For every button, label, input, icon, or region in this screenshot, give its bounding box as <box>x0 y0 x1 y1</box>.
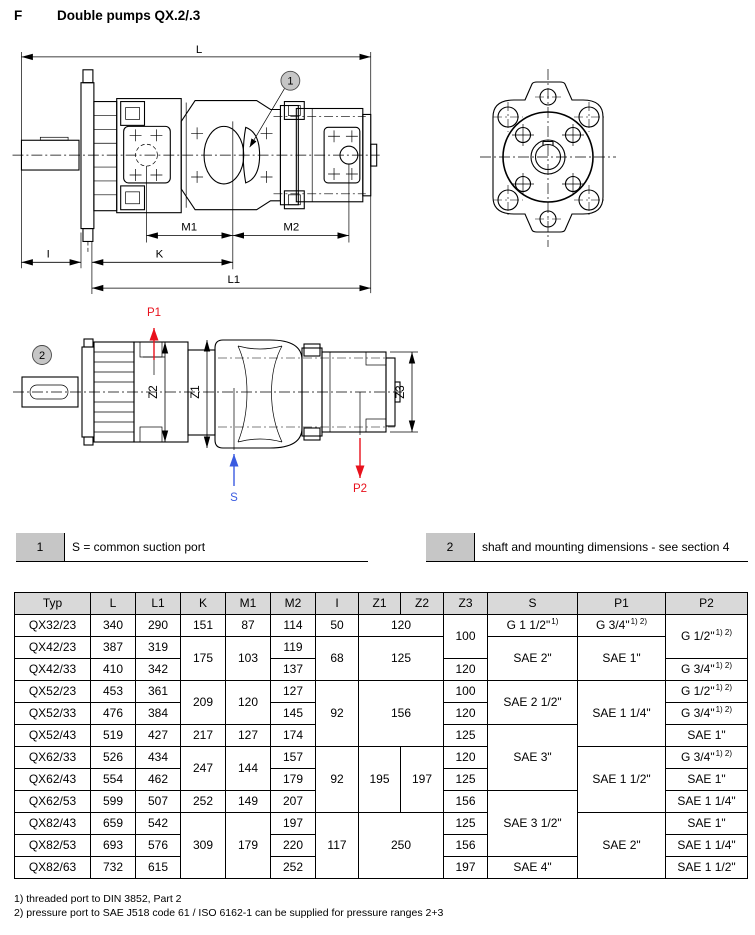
table-cell: 384 <box>136 703 181 725</box>
table-cell: 120 <box>226 681 271 725</box>
table-cell: 117 <box>316 813 359 879</box>
table-cell: QX82/63 <box>15 857 91 879</box>
table-cell: 125 <box>444 813 488 835</box>
table-header-cell: P1 <box>578 593 666 615</box>
table-cell: QX82/43 <box>15 813 91 835</box>
table-cell: 519 <box>91 725 136 747</box>
table-header-cell: L <box>91 593 136 615</box>
table-cell: 156 <box>444 835 488 857</box>
table-cell: 127 <box>271 681 316 703</box>
table-header-cell: Z1 <box>359 593 401 615</box>
table-cell: 100 <box>444 681 488 703</box>
table-cell: QX62/33 <box>15 747 91 769</box>
table-cell: 217 <box>181 725 226 747</box>
dim-label-k: K <box>155 248 164 261</box>
table-cell: 462 <box>136 769 181 791</box>
table-row <box>15 681 748 703</box>
table-header-cell: P2 <box>666 593 748 615</box>
table-cell: 290 <box>136 615 181 637</box>
table-cell: G 1 1/2"$^{1)}$ <box>488 615 578 637</box>
table-cell: 119 <box>271 637 316 659</box>
table-cell: 247 <box>181 747 226 791</box>
table-cell: 576 <box>136 835 181 857</box>
table-cell: 175 <box>181 637 226 681</box>
table-row <box>15 615 748 637</box>
table-cell: 599 <box>91 791 136 813</box>
table-cell: 156 <box>359 681 444 747</box>
table-cell: 197 <box>444 857 488 879</box>
table-cell: 309 <box>181 813 226 879</box>
dim-label-l: L <box>195 43 203 56</box>
legend-item-1 <box>16 533 368 562</box>
table-cell: 120 <box>444 703 488 725</box>
table-cell: 434 <box>136 747 181 769</box>
footnote-reference: 1) 2) <box>630 617 648 627</box>
table-cell: 120 <box>444 659 488 681</box>
table-cell: SAE 2" <box>488 637 578 681</box>
table-cell: 120 <box>444 747 488 769</box>
table-cell: G 3/4"$^{1) 2)}$ <box>666 747 748 769</box>
section-letter: F <box>14 8 23 23</box>
table-cell: 156 <box>444 791 488 813</box>
table-cell: 145 <box>271 703 316 725</box>
table-header-cell: Z2 <box>401 593 444 615</box>
footnote-1: 1) threaded port to DIN 3852, Part 2 <box>14 893 182 905</box>
table-cell: G 3/4"$^{1) 2)}$ <box>666 703 748 725</box>
table-cell: QX52/43 <box>15 725 91 747</box>
table-cell: 103 <box>226 637 271 681</box>
table-cell: 87 <box>226 615 271 637</box>
top-view-drawing <box>10 300 430 515</box>
legend-2-text: shaft and mounting dimensions - see section 4 <box>482 540 730 554</box>
table-cell: SAE 2 1/2" <box>488 681 578 725</box>
footnote-reference: 1) 2) <box>715 705 733 715</box>
table-header-row <box>15 593 748 615</box>
table-cell: 319 <box>136 637 181 659</box>
table-cell: 50 <box>316 615 359 637</box>
table-cell: 453 <box>91 681 136 703</box>
dim-label-z3: Z3 <box>395 385 407 399</box>
table-cell: QX62/53 <box>15 791 91 813</box>
table-cell: 361 <box>136 681 181 703</box>
table-cell: 410 <box>91 659 136 681</box>
table-cell: 250 <box>359 813 444 879</box>
table-cell: 342 <box>136 659 181 681</box>
dim-label-m2: M2 <box>283 221 300 234</box>
table-cell: 100 <box>444 615 488 659</box>
table-cell: QX42/23 <box>15 637 91 659</box>
table-row <box>15 747 748 769</box>
table-cell: 149 <box>226 791 271 813</box>
legend-1-number-box: 1 <box>16 533 65 561</box>
dimensions-table <box>14 592 748 879</box>
table-cell: SAE 1 1/2" <box>578 747 666 813</box>
table-cell: 120 <box>359 615 444 637</box>
table-cell: SAE 3 1/2" <box>488 791 578 857</box>
table-cell: 209 <box>181 681 226 725</box>
footnote-reference: 1) 2) <box>715 661 733 671</box>
table-cell: 179 <box>271 769 316 791</box>
table-cell: 174 <box>271 725 316 747</box>
table-cell: 554 <box>91 769 136 791</box>
footnote-reference: 1) 2) <box>715 628 733 638</box>
table-cell: QX82/53 <box>15 835 91 857</box>
table-cell: 195 <box>359 747 401 813</box>
page-title <box>14 8 200 23</box>
port-arrows <box>147 307 367 504</box>
table-cell: 127 <box>226 725 271 747</box>
table-cell: 114 <box>271 615 316 637</box>
table-cell: 526 <box>91 747 136 769</box>
table-header-cell: M1 <box>226 593 271 615</box>
table-cell: 252 <box>181 791 226 813</box>
table-cell: G 3/4"$^{1) 2)}$ <box>578 615 666 637</box>
dim-label-l1: L1 <box>227 274 241 287</box>
dim-label-m1: M1 <box>181 221 198 234</box>
table-cell: 125 <box>359 637 444 681</box>
table-header-cell: K <box>181 593 226 615</box>
table-header-cell: Typ <box>15 593 91 615</box>
table-cell: SAE 1" <box>666 769 748 791</box>
table-cell: 157 <box>271 747 316 769</box>
table-cell: QX32/23 <box>15 615 91 637</box>
table-header-cell: S <box>488 593 578 615</box>
table-header-cell: I <box>316 593 359 615</box>
title-text: Double pumps QX.2/.3 <box>57 8 201 23</box>
callout-2-marker <box>33 346 52 365</box>
legend-1-text: S = common suction port <box>72 540 206 554</box>
flange-outline <box>480 69 616 247</box>
footnote-2: 2) pressure port to SAE J518 code 61 / ISO 6162-1 can be supplied for pressure ranges 2+3 <box>14 906 444 919</box>
table-cell: SAE 1 1/4" <box>666 791 748 813</box>
table-cell: 179 <box>226 813 271 879</box>
side-view-dimensions <box>21 44 370 294</box>
table-cell: 387 <box>91 637 136 659</box>
table-cell: G 3/4"$^{1) 2)}$ <box>666 659 748 681</box>
table-cell: SAE 4" <box>488 857 578 879</box>
table-cell: 151 <box>181 615 226 637</box>
table-cell: 137 <box>271 659 316 681</box>
footnote-reference: 1) 2) <box>715 683 733 693</box>
table-cell: QX52/23 <box>15 681 91 703</box>
table-cell: 507 <box>136 791 181 813</box>
table-cell: 476 <box>91 703 136 725</box>
callout-2-number: 2 <box>38 350 46 362</box>
table-row <box>15 637 748 659</box>
table-cell: 252 <box>271 857 316 879</box>
table-cell: SAE 3" <box>488 725 578 791</box>
port-label-s: S <box>230 492 238 504</box>
pump-top-outline <box>13 339 402 450</box>
table-header-cell: Z3 <box>444 593 488 615</box>
table-header-cell: M2 <box>271 593 316 615</box>
table-cell: SAE 1" <box>666 813 748 835</box>
table-cell: 125 <box>444 725 488 747</box>
table-cell: QX52/33 <box>15 703 91 725</box>
table-cell: 92 <box>316 681 359 747</box>
table-cell: 340 <box>91 615 136 637</box>
port-label-p1: P1 <box>146 307 162 319</box>
footnote-reference: 1) 2) <box>715 749 733 759</box>
table-header-cell: L1 <box>136 593 181 615</box>
table-cell: 220 <box>271 835 316 857</box>
table-cell: SAE 2" <box>578 813 666 879</box>
table-cell: SAE 1 1/4" <box>666 835 748 857</box>
footnotes <box>14 893 443 920</box>
table-cell: 659 <box>91 813 136 835</box>
table-cell: G 1/2"$^{1) 2)}$ <box>666 681 748 703</box>
dimensions-table-container <box>14 592 748 879</box>
table-cell: 207 <box>271 791 316 813</box>
table-cell: 197 <box>271 813 316 835</box>
table-cell: QX62/43 <box>15 769 91 791</box>
dim-label-z1: Z1 <box>190 385 202 399</box>
callout-1-number: 1 <box>287 75 294 88</box>
dim-label-i: I <box>46 248 50 261</box>
table-cell: 732 <box>91 857 136 879</box>
table-cell: G 1/2"$^{1) 2)}$ <box>666 615 748 659</box>
table-row <box>15 813 748 835</box>
table-cell: 144 <box>226 747 271 791</box>
dim-label-z2: Z2 <box>148 385 160 399</box>
table-cell: SAE 1" <box>666 725 748 747</box>
table-cell: 427 <box>136 725 181 747</box>
table-cell: QX42/33 <box>15 659 91 681</box>
table-cell: 92 <box>316 747 359 813</box>
table-cell: 615 <box>136 857 181 879</box>
side-view-drawing <box>8 44 410 302</box>
table-cell: SAE 1 1/4" <box>578 681 666 747</box>
table-cell: 542 <box>136 813 181 835</box>
port-label-p2: P2 <box>352 483 368 495</box>
table-cell: SAE 1 1/2" <box>666 857 748 879</box>
legend-item-2 <box>426 533 748 562</box>
table-cell: 125 <box>444 769 488 791</box>
table-cell: 197 <box>401 747 444 813</box>
table-cell: 68 <box>316 637 359 681</box>
legend-2-number-box: 2 <box>426 533 475 561</box>
table-cell: SAE 1" <box>578 637 666 681</box>
table-cell: 693 <box>91 835 136 857</box>
front-view-drawing <box>455 57 705 257</box>
footnote-reference: 1) <box>551 617 559 627</box>
